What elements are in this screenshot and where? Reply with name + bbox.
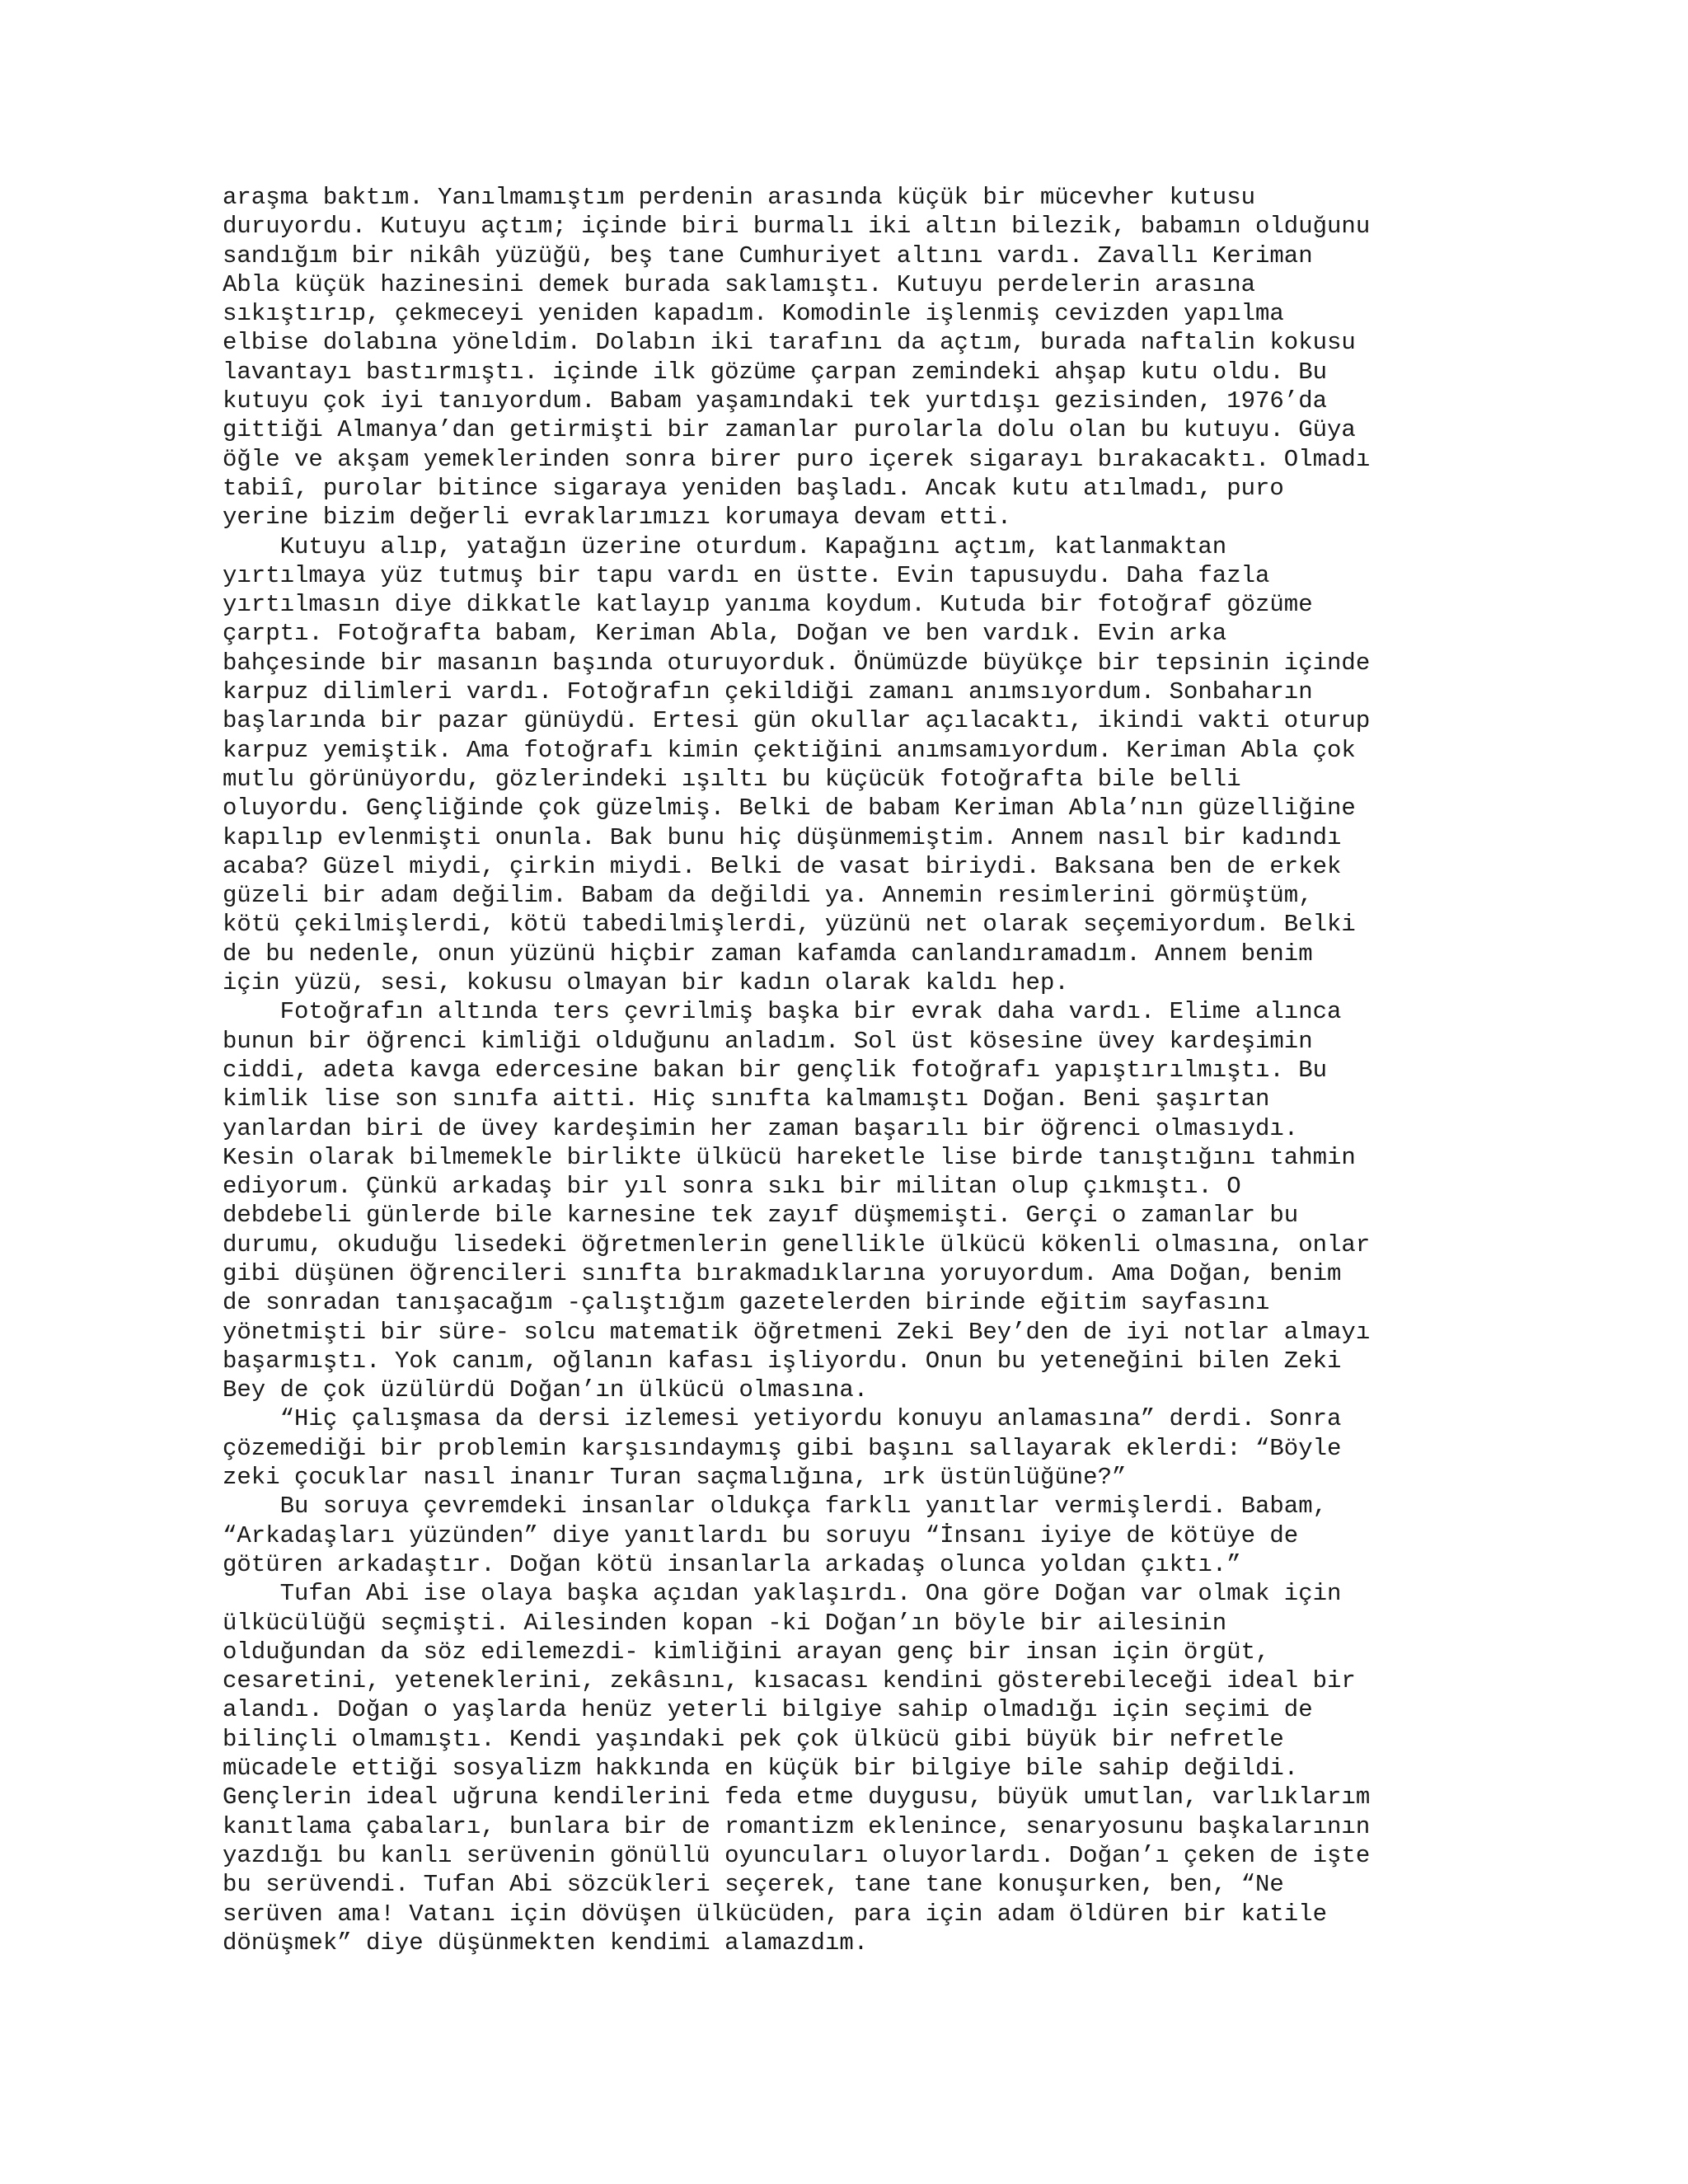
text-line: durumu, okuduğu lisedeki öğretmenlerin genellikle ülkücü kökenli olmasına, onlar: [223, 1230, 1371, 1258]
text-line: yerine bizim değerli evraklarımızı korumaya devam etti.: [223, 504, 1012, 532]
text-line: oluyordu. Gençliğinde çok güzelmiş. Belki de babam Keriman Abla’nın güzelliğine: [223, 794, 1356, 823]
text-line: kötü çekilmişlerdi, kötü tabedilmişlerdi, yüzünü net olarak seçemiyordum. Belki: [223, 911, 1356, 939]
text-line: serüven ama! Vatanı için dövüşen ülkücüden, para için adam öldüren bir katile: [223, 1900, 1328, 1928]
text-line: acaba? Güzel miydi, çirkin miydi. Belki de vasat biriydi. Baksana ben de erkek: [223, 852, 1342, 880]
text-line: çarptı. Fotoğrafta babam, Keriman Abla, Doğan ve ben vardık. Evin arka: [223, 620, 1227, 648]
text-line: götüren arkadaştır. Doğan kötü insanlarla arkadaş olunca yoldan çıktı.”: [223, 1550, 1241, 1578]
text-line: dönüşmek” diye düşünmekten kendimi alamazdım.: [223, 1929, 869, 1957]
text-line: alandı. Doğan o yaşlarda henüz yeterli bilgiye sahip olmadığı için seçimi de: [223, 1696, 1313, 1724]
text-line: yönetmişti bir süre- solcu matematik öğretmeni Zeki Bey’den de iyi notlar almayı: [223, 1318, 1371, 1346]
text-line: de bu nedenle, onun yüzünü hiçbir zaman kafamda canlandıramadım. Annem benim: [223, 940, 1313, 968]
text-line: tabiî, purolar bitince sigaraya yeniden başladı. Ancak kutu atılmadı, puro: [223, 474, 1284, 502]
text-line: Gençlerin ideal uğruna kendilerini feda etme duygusu, büyük umutlan, varlıklarım: [223, 1783, 1371, 1811]
text-line: sandığım bir nikâh yüzüğü, beş tane Cumhuriyet altını vardı. Zavallı Keriman: [223, 241, 1313, 269]
text-line: Fotoğrafın altında ters çevrilmiş başka bir evrak daha vardı. Elime alınca: [223, 998, 1342, 1026]
text-line: Bu soruya çevremdeki insanlar oldukça farklı yanıtlar vermişlerdi. Babam,: [223, 1493, 1328, 1521]
text-line: yazdığı bu kanlı serüvenin gönüllü oyuncuları oluyorlardı. Doğan’ı çeken de işte: [223, 1841, 1371, 1869]
text-line: kimlik lise son sınıfa aitti. Hiç sınıfta kalmamıştı Doğan. Beni şaşırtan: [223, 1085, 1270, 1113]
text-line: “Hiç çalışmasa da dersi izlemesi yetiyordu konuyu anlamasına” derdi. Sonra: [223, 1405, 1342, 1433]
text-line: gibi düşünen öğrencileri sınıfta bırakmadıklarına yoruyordum. Ama Doğan, benim: [223, 1259, 1342, 1287]
text-line: debdebeli günlerde bile karnesine tek zayıf düşmemişti. Gerçi o zamanlar bu: [223, 1202, 1299, 1230]
text-line: yırtılmaya yüz tutmuş bir tapu vardı en üstte. Evin tapusuydu. Daha fazla: [223, 561, 1270, 589]
text-line: kapılıp evlenmişti onunla. Bak bunu hiç düşünmemiştim. Annem nasıl bir kadındı: [223, 823, 1342, 851]
text-line: ediyorum. Çünkü arkadaş bir yıl sonra sıkı bir militan olup çıkmıştı. O: [223, 1173, 1241, 1201]
text-line: kanıtlama çabaları, bunlara bir de romantizm eklenince, senaryosunu başkalarının: [223, 1812, 1371, 1840]
text-line: duruyordu. Kutuyu açtım; içinde biri burmalı iki altın bilezik, babamın olduğunu: [223, 213, 1371, 241]
text-line: bilinçli olmamıştı. Kendi yaşındaki pek çok ülkücü gibi büyük bir nefretle: [223, 1725, 1284, 1753]
text-line: bunun bir öğrenci kimliği olduğunu anladım. Sol üst kösesine üvey kardeşimin: [223, 1027, 1313, 1055]
text-line: Bey de çok üzülürdü Doğan’ın ülkücü olmasına.: [223, 1376, 869, 1404]
body-text: [223, 183, 1475, 1957]
text-line: cesaretini, yeteneklerini, zekâsını, kısacası kendini gösterebileceği ideal bir: [223, 1667, 1356, 1695]
text-line: “Arkadaşları yüzünden” diye yanıtlardı bu soruyu “İnsanı iyiye de kötüye de: [223, 1521, 1299, 1549]
text-line: karpuz dilimleri vardı. Fotoğrafın çekildiği zamanı anımsıyordum. Sonbaharın: [223, 678, 1313, 706]
text-line: araşma baktım. Yanılmamıştım perdenin arasında küçük bir mücevher kutusu: [223, 184, 1256, 211]
text-line: Abla küçük hazinesini demek burada saklamıştı. Kutuyu perdelerin arasına: [223, 270, 1256, 298]
text-line: ciddi, adeta kavga edercesine bakan bir gençlik fotoğrafı yapıştırılmıştı. Bu: [223, 1056, 1328, 1084]
text-line: olduğundan da söz edilemezdi- kimliğini arayan genç bir insan için örgüt,: [223, 1638, 1270, 1666]
text-line: öğle ve akşam yemeklerinden sonra birer puro içerek sigarayı bırakacaktı. Olmadı: [223, 445, 1371, 473]
text-line: mücadele ettiği sosyalizm hakkında en küçük bir bilgiye bile sahip değildi.: [223, 1755, 1299, 1783]
text-line: Tufan Abi ise olaya başka açıdan yaklaşırdı. Ona göre Doğan var olmak için: [223, 1580, 1342, 1608]
text-line: elbise dolabına yöneldim. Dolabın iki tarafını da açtım, burada naftalin kokusu: [223, 329, 1356, 357]
text-line: için yüzü, sesi, kokusu olmayan bir kadın olarak kaldı hep.: [223, 969, 1069, 997]
text-line: yırtılmasın diye dikkatle katlayıp yanıma koydum. Kutuda bir fotoğraf gözüme: [223, 591, 1313, 619]
text-line: bahçesinde bir masanın başında oturuyorduk. Önümüzde büyükçe bir tepsinin içinde: [223, 649, 1371, 677]
text-line: sıkıştırıp, çekmeceyi yeniden kapadım. Komodinle işlenmiş cevizden yapılma: [223, 300, 1284, 328]
text-line: de sonradan tanışacağım -çalıştığım gazetelerden birinde eğitim sayfasını: [223, 1289, 1270, 1317]
text-line: Kutuyu alıp, yatağın üzerine oturdum. Kapağını açtım, katlanmaktan: [223, 532, 1227, 560]
text-line: lavantayı bastırmıştı. içinde ilk gözüme çarpan zemindeki ahşap kutu oldu. Bu: [223, 358, 1328, 386]
text-line: karpuz yemiştik. Ama fotoğrafı kimin çektiğini anımsamıyordum. Keriman Abla çok: [223, 736, 1356, 764]
text-line: Kesin olarak bilmemekle birlikte ülkücü hareketle lise birde tanıştığını tahmin: [223, 1143, 1356, 1171]
text-line: yanlardan biri de üvey kardeşimin her zaman başarılı bir öğrenci olmasıydı.: [223, 1114, 1299, 1142]
text-line: kutuyu çok iyi tanıyordum. Babam yaşamındaki tek yurtdışı gezisinden, 1976’da: [223, 387, 1328, 415]
text-line: güzeli bir adam değilim. Babam da değildi ya. Annemin resimlerini görmüştüm,: [223, 882, 1313, 910]
text-line: mutlu görünüyordu, gözlerindeki ışıltı bu küçücük fotoğrafta bile belli: [223, 765, 1241, 793]
text-line: gittiği Almanya’dan getirmişti bir zamanlar purolarla dolu olan bu kutuyu. Güya: [223, 416, 1356, 444]
text-line: başarmıştı. Yok canım, oğlanın kafası işliyordu. Onun bu yeteneğini bilen Zeki: [223, 1347, 1342, 1375]
text-line: başlarında bir pazar günüydü. Ertesi gün okullar açılacaktı, ikindi vakti oturup: [223, 707, 1371, 735]
text-line: çözemediği bir problemin karşısındaymış gibi başını sallayarak eklerdi: “Böyle: [223, 1434, 1342, 1462]
text-line: zeki çocuklar nasıl inanır Turan saçmalığına, ırk üstünlüğüne?”: [223, 1464, 1127, 1492]
text-line: ülkücülüğü seçmişti. Ailesinden kopan -ki Doğan’ın böyle bir ailesinin: [223, 1609, 1227, 1637]
text-line: bu serüvendi. Tufan Abi sözcükleri seçerek, tane tane konuşurken, ben, “Ne: [223, 1871, 1284, 1899]
